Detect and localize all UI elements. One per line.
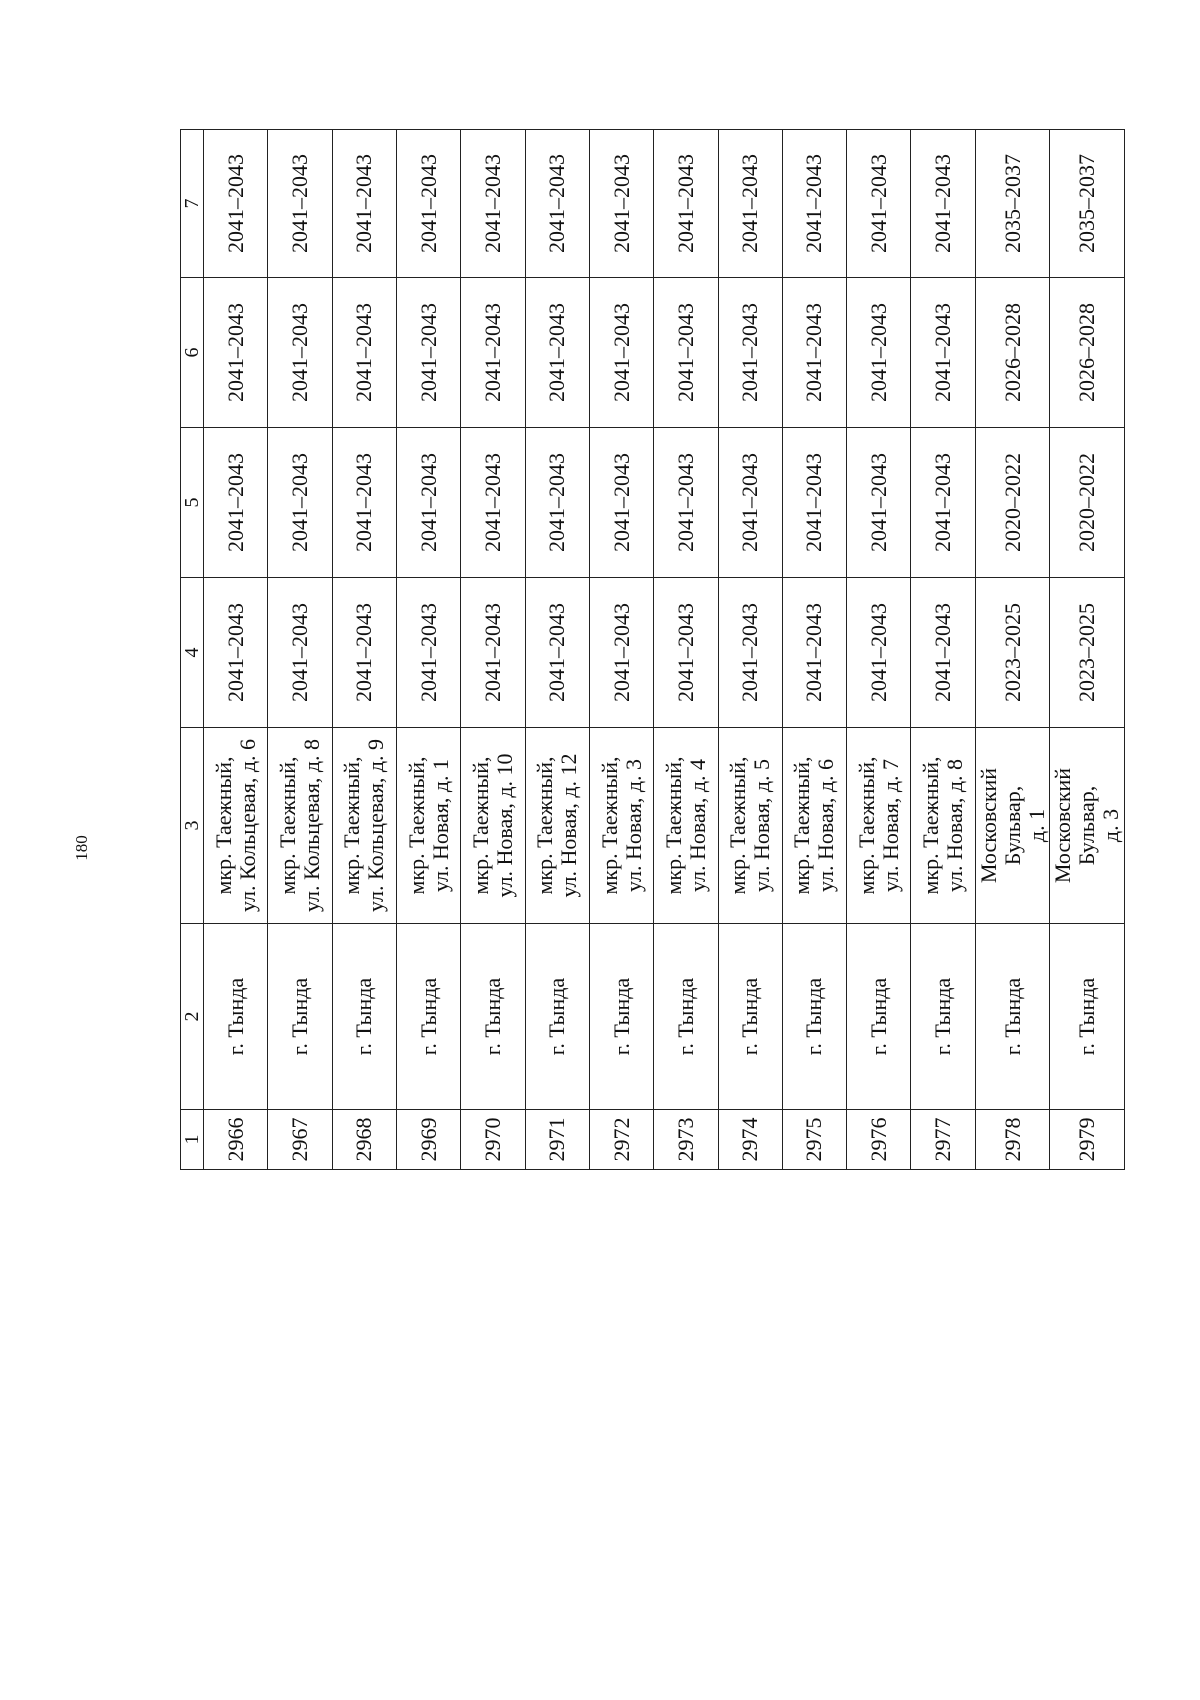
row-number: 2969 <box>396 1110 460 1170</box>
period-cell-4: 2041–2043 <box>589 578 653 728</box>
register-table <box>180 129 1125 1170</box>
period-cell-7: 2041–2043 <box>654 130 718 278</box>
row-number: 2977 <box>911 1110 975 1170</box>
table-row <box>911 130 975 1170</box>
table-row <box>268 130 332 1170</box>
table-row <box>589 130 653 1170</box>
page-number: 180 <box>72 835 91 861</box>
row-number: 2971 <box>525 1110 589 1170</box>
period-cell-5: 2041–2043 <box>525 428 589 578</box>
city-cell: г. Тында <box>204 924 268 1110</box>
address-cell: Московский Бульвар, д. 3 <box>1050 728 1125 924</box>
table-body <box>204 130 1125 1170</box>
period-cell-5: 2041–2043 <box>396 428 460 578</box>
column-header-5: 5 <box>181 428 204 578</box>
table-row <box>975 130 1050 1170</box>
city-cell: г. Тында <box>461 924 525 1110</box>
period-cell-6: 2026–2028 <box>975 278 1050 428</box>
period-cell-4: 2041–2043 <box>204 578 268 728</box>
period-cell-6: 2041–2043 <box>461 278 525 428</box>
row-number: 2966 <box>204 1110 268 1170</box>
period-cell-7: 2041–2043 <box>589 130 653 278</box>
city-cell: г. Тында <box>268 924 332 1110</box>
period-cell-7: 2041–2043 <box>268 130 332 278</box>
period-cell-5: 2041–2043 <box>847 428 911 578</box>
period-cell-4: 2023–2025 <box>975 578 1050 728</box>
city-cell: г. Тында <box>396 924 460 1110</box>
row-number: 2975 <box>782 1110 846 1170</box>
table-row <box>525 130 589 1170</box>
table-container <box>180 130 1125 1170</box>
table-row <box>461 130 525 1170</box>
column-header-1: 1 <box>181 1110 204 1170</box>
period-cell-6: 2041–2043 <box>654 278 718 428</box>
period-cell-6: 2041–2043 <box>911 278 975 428</box>
period-cell-4: 2041–2043 <box>332 578 396 728</box>
period-cell-5: 2041–2043 <box>911 428 975 578</box>
table-row <box>1050 130 1125 1170</box>
period-cell-5: 2041–2043 <box>589 428 653 578</box>
period-cell-7: 2041–2043 <box>911 130 975 278</box>
table-row <box>332 130 396 1170</box>
period-cell-4: 2041–2043 <box>396 578 460 728</box>
period-cell-5: 2041–2043 <box>204 428 268 578</box>
address-cell: мкр. Таежный, ул. Новая, д. 4 <box>654 728 718 924</box>
column-header-4: 4 <box>181 578 204 728</box>
city-cell: г. Тында <box>332 924 396 1110</box>
row-number: 2976 <box>847 1110 911 1170</box>
header-row <box>181 130 204 1170</box>
period-cell-4: 2041–2043 <box>911 578 975 728</box>
address-cell: мкр. Таежный, ул. Новая, д. 10 <box>461 728 525 924</box>
city-cell: г. Тында <box>654 924 718 1110</box>
column-header-2: 2 <box>181 924 204 1110</box>
period-cell-4: 2023–2025 <box>1050 578 1125 728</box>
address-cell: мкр. Таежный, ул. Новая, д. 3 <box>589 728 653 924</box>
address-cell: мкр. Таежный, ул. Новая, д. 5 <box>718 728 782 924</box>
city-cell: г. Тында <box>1050 924 1125 1110</box>
city-cell: г. Тында <box>718 924 782 1110</box>
period-cell-6: 2041–2043 <box>847 278 911 428</box>
period-cell-7: 2041–2043 <box>718 130 782 278</box>
column-header-3: 3 <box>181 728 204 924</box>
period-cell-6: 2041–2043 <box>332 278 396 428</box>
table-row <box>718 130 782 1170</box>
period-cell-7: 2035–2037 <box>1050 130 1125 278</box>
address-cell: мкр. Таежный, ул. Новая, д. 12 <box>525 728 589 924</box>
period-cell-4: 2041–2043 <box>718 578 782 728</box>
period-cell-7: 2041–2043 <box>461 130 525 278</box>
period-cell-5: 2020–2022 <box>1050 428 1125 578</box>
period-cell-7: 2041–2043 <box>204 130 268 278</box>
period-cell-6: 2041–2043 <box>782 278 846 428</box>
address-cell: Московский Бульвар, д. 1 <box>975 728 1050 924</box>
period-cell-6: 2041–2043 <box>589 278 653 428</box>
city-cell: г. Тында <box>847 924 911 1110</box>
period-cell-4: 2041–2043 <box>525 578 589 728</box>
period-cell-4: 2041–2043 <box>461 578 525 728</box>
period-cell-4: 2041–2043 <box>268 578 332 728</box>
row-number: 2970 <box>461 1110 525 1170</box>
period-cell-7: 2041–2043 <box>332 130 396 278</box>
address-cell: мкр. Таежный, ул. Кольцевая, д. 6 <box>204 728 268 924</box>
period-cell-6: 2041–2043 <box>268 278 332 428</box>
column-header-7: 7 <box>181 130 204 278</box>
address-cell: мкр. Таежный, ул. Новая, д. 8 <box>911 728 975 924</box>
period-cell-5: 2041–2043 <box>268 428 332 578</box>
address-cell: мкр. Таежный, ул. Кольцевая, д. 9 <box>332 728 396 924</box>
period-cell-7: 2035–2037 <box>975 130 1050 278</box>
period-cell-6: 2041–2043 <box>396 278 460 428</box>
period-cell-4: 2041–2043 <box>654 578 718 728</box>
table-row <box>847 130 911 1170</box>
address-cell: мкр. Таежный, ул. Кольцевая, д. 8 <box>268 728 332 924</box>
table-row <box>782 130 846 1170</box>
period-cell-7: 2041–2043 <box>847 130 911 278</box>
period-cell-4: 2041–2043 <box>847 578 911 728</box>
city-cell: г. Тында <box>589 924 653 1110</box>
table-row <box>654 130 718 1170</box>
row-number: 2979 <box>1050 1110 1125 1170</box>
city-cell: г. Тында <box>525 924 589 1110</box>
period-cell-7: 2041–2043 <box>525 130 589 278</box>
period-cell-7: 2041–2043 <box>396 130 460 278</box>
table-header <box>181 130 204 1170</box>
period-cell-5: 2041–2043 <box>332 428 396 578</box>
column-header-6: 6 <box>181 278 204 428</box>
address-cell: мкр. Таежный, ул. Новая, д. 6 <box>782 728 846 924</box>
row-number: 2974 <box>718 1110 782 1170</box>
row-number: 2978 <box>975 1110 1050 1170</box>
table-row <box>204 130 268 1170</box>
row-number: 2972 <box>589 1110 653 1170</box>
period-cell-4: 2041–2043 <box>782 578 846 728</box>
period-cell-5: 2041–2043 <box>654 428 718 578</box>
city-cell: г. Тында <box>975 924 1050 1110</box>
address-cell: мкр. Таежный, ул. Новая, д. 7 <box>847 728 911 924</box>
period-cell-5: 2041–2043 <box>718 428 782 578</box>
row-number: 2968 <box>332 1110 396 1170</box>
period-cell-5: 2041–2043 <box>782 428 846 578</box>
period-cell-5: 2020–2022 <box>975 428 1050 578</box>
period-cell-5: 2041–2043 <box>461 428 525 578</box>
table-row <box>396 130 460 1170</box>
period-cell-7: 2041–2043 <box>782 130 846 278</box>
period-cell-6: 2026–2028 <box>1050 278 1125 428</box>
city-cell: г. Тында <box>911 924 975 1110</box>
period-cell-6: 2041–2043 <box>525 278 589 428</box>
period-cell-6: 2041–2043 <box>204 278 268 428</box>
row-number: 2973 <box>654 1110 718 1170</box>
city-cell: г. Тында <box>782 924 846 1110</box>
address-cell: мкр. Таежный, ул. Новая, д. 1 <box>396 728 460 924</box>
row-number: 2967 <box>268 1110 332 1170</box>
period-cell-6: 2041–2043 <box>718 278 782 428</box>
